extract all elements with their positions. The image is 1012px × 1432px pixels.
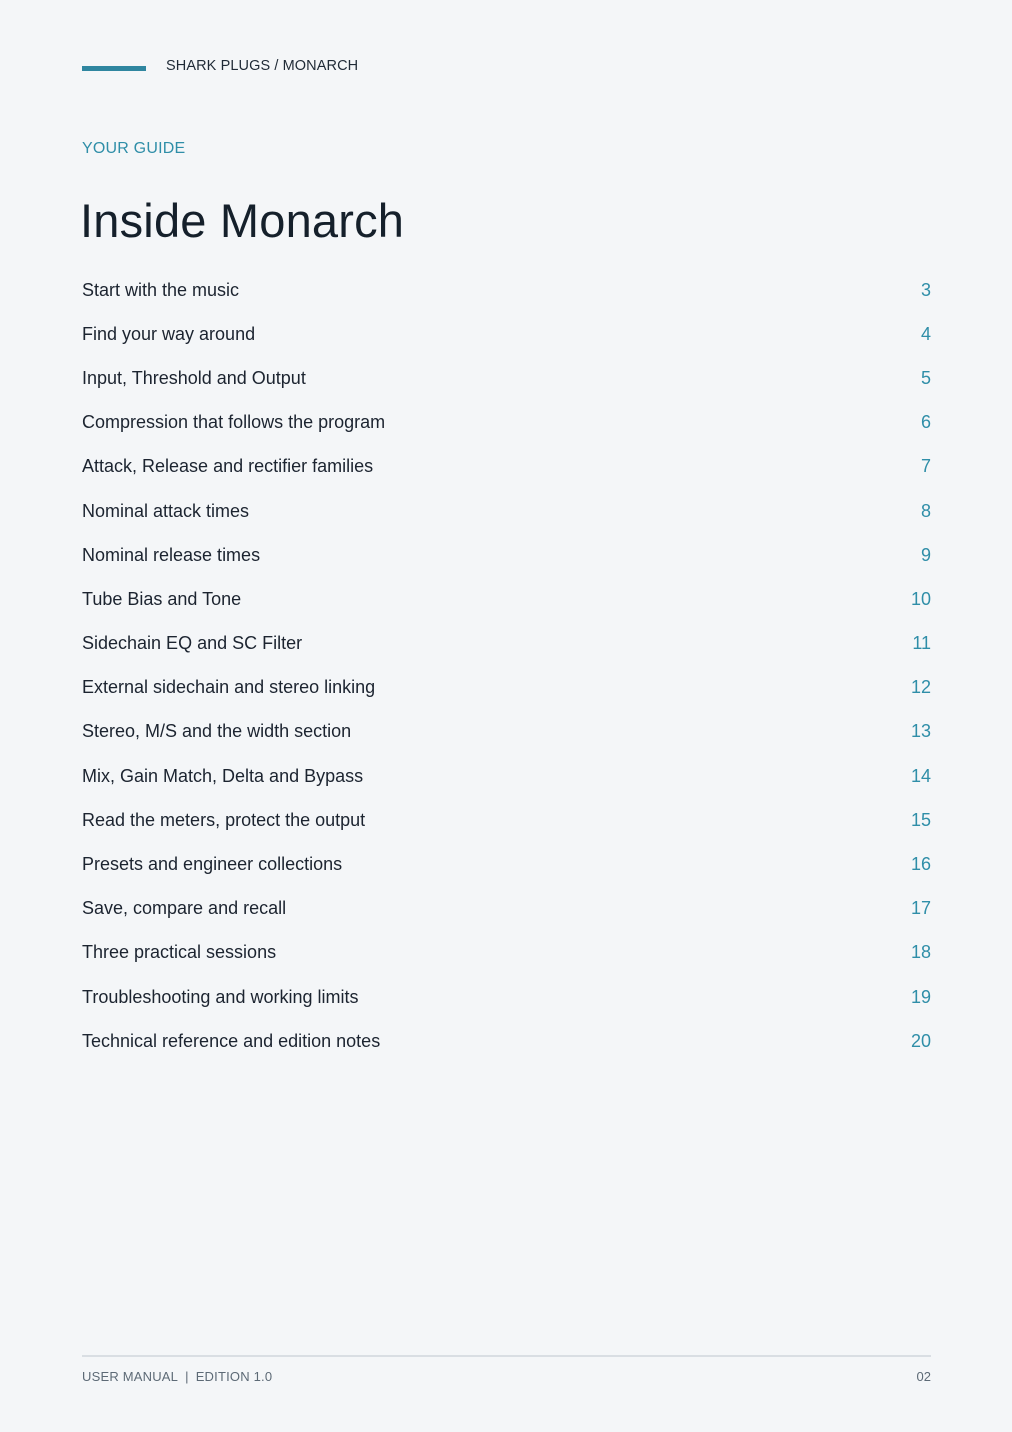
toc-item[interactable] <box>82 356 931 400</box>
toc-item-label: Three practical sessions <box>82 942 277 963</box>
footer-doc-type: USER MANUAL <box>82 1369 179 1384</box>
toc-item[interactable] <box>82 622 931 666</box>
toc-item-label: External sidechain and stereo linking <box>82 677 376 698</box>
toc-item-page: 3 <box>920 279 931 300</box>
toc-item[interactable] <box>82 754 931 798</box>
toc-item[interactable] <box>82 312 931 356</box>
toc-item[interactable] <box>82 401 931 445</box>
toc-item[interactable] <box>82 445 931 489</box>
breadcrumb: SHARK PLUGS / MONARCH <box>166 58 359 74</box>
toc-item-label: Start with the music <box>82 279 240 300</box>
toc-item-label: Presets and engineer collections <box>82 854 343 875</box>
toc-item-label: Tube Bias and Tone <box>82 588 242 609</box>
toc-item-label: Nominal attack times <box>82 500 250 521</box>
toc-item[interactable] <box>82 931 931 975</box>
toc-item-page: 13 <box>910 721 931 742</box>
toc-item-page: 16 <box>910 854 931 875</box>
toc-item-page: 17 <box>910 898 931 919</box>
footer-separator: | <box>185 1369 189 1384</box>
footer-edition-info <box>82 1369 272 1384</box>
toc-item-page: 10 <box>910 588 931 609</box>
toc-item[interactable] <box>82 489 931 533</box>
toc-item[interactable] <box>82 798 931 842</box>
toc-item-label: Input, Threshold and Output <box>82 367 306 388</box>
toc-item-page: 4 <box>920 323 931 344</box>
toc-item-page: 19 <box>910 986 931 1007</box>
toc-item-label: Read the meters, protect the output <box>82 809 366 830</box>
footer-page-number: 02 <box>916 1369 931 1384</box>
section-eyebrow: YOUR GUIDE <box>82 140 186 157</box>
toc-item-label: Sidechain EQ and SC Filter <box>82 633 303 654</box>
toc-item[interactable] <box>82 268 931 312</box>
toc-item[interactable] <box>82 975 931 1019</box>
toc-item-page: 6 <box>920 412 931 433</box>
toc-item-label: Save, compare and recall <box>82 898 287 919</box>
footer-divider <box>82 1355 931 1357</box>
toc-item[interactable] <box>82 710 931 754</box>
toc-item-page: 15 <box>910 809 931 830</box>
page-title: Inside Monarch <box>80 194 405 247</box>
page-header <box>82 58 358 74</box>
footer-edition: EDITION 1.0 <box>195 1369 273 1384</box>
toc-item-label: Find your way around <box>82 323 256 344</box>
toc-item-label: Attack, Release and rectifier families <box>82 456 374 477</box>
toc-item[interactable] <box>82 533 931 577</box>
toc-item-label: Mix, Gain Match, Delta and Bypass <box>82 765 364 786</box>
header-accent-bar <box>82 66 146 71</box>
toc-item-page: 11 <box>912 633 931 654</box>
toc-item-page: 18 <box>910 942 931 963</box>
toc-item-page: 12 <box>910 677 931 698</box>
toc-item-page: 5 <box>920 367 931 388</box>
toc-item[interactable] <box>82 666 931 710</box>
toc-item[interactable] <box>82 887 931 931</box>
toc-item-page: 20 <box>910 1030 931 1051</box>
toc-item-label: Troubleshooting and working limits <box>82 986 359 1007</box>
toc-item[interactable] <box>82 842 931 886</box>
table-of-contents <box>82 268 931 1063</box>
toc-item-page: 14 <box>910 765 931 786</box>
toc-item-label: Technical reference and edition notes <box>82 1030 381 1051</box>
toc-item[interactable] <box>82 577 931 621</box>
toc-item-label: Nominal release times <box>82 544 261 565</box>
toc-item[interactable] <box>82 1019 931 1063</box>
toc-item-label: Stereo, M/S and the width section <box>82 721 352 742</box>
toc-item-page: 7 <box>920 456 931 477</box>
toc-item-label: Compression that follows the program <box>82 412 386 433</box>
toc-item-page: 9 <box>920 544 931 565</box>
toc-item-page: 8 <box>920 500 931 521</box>
